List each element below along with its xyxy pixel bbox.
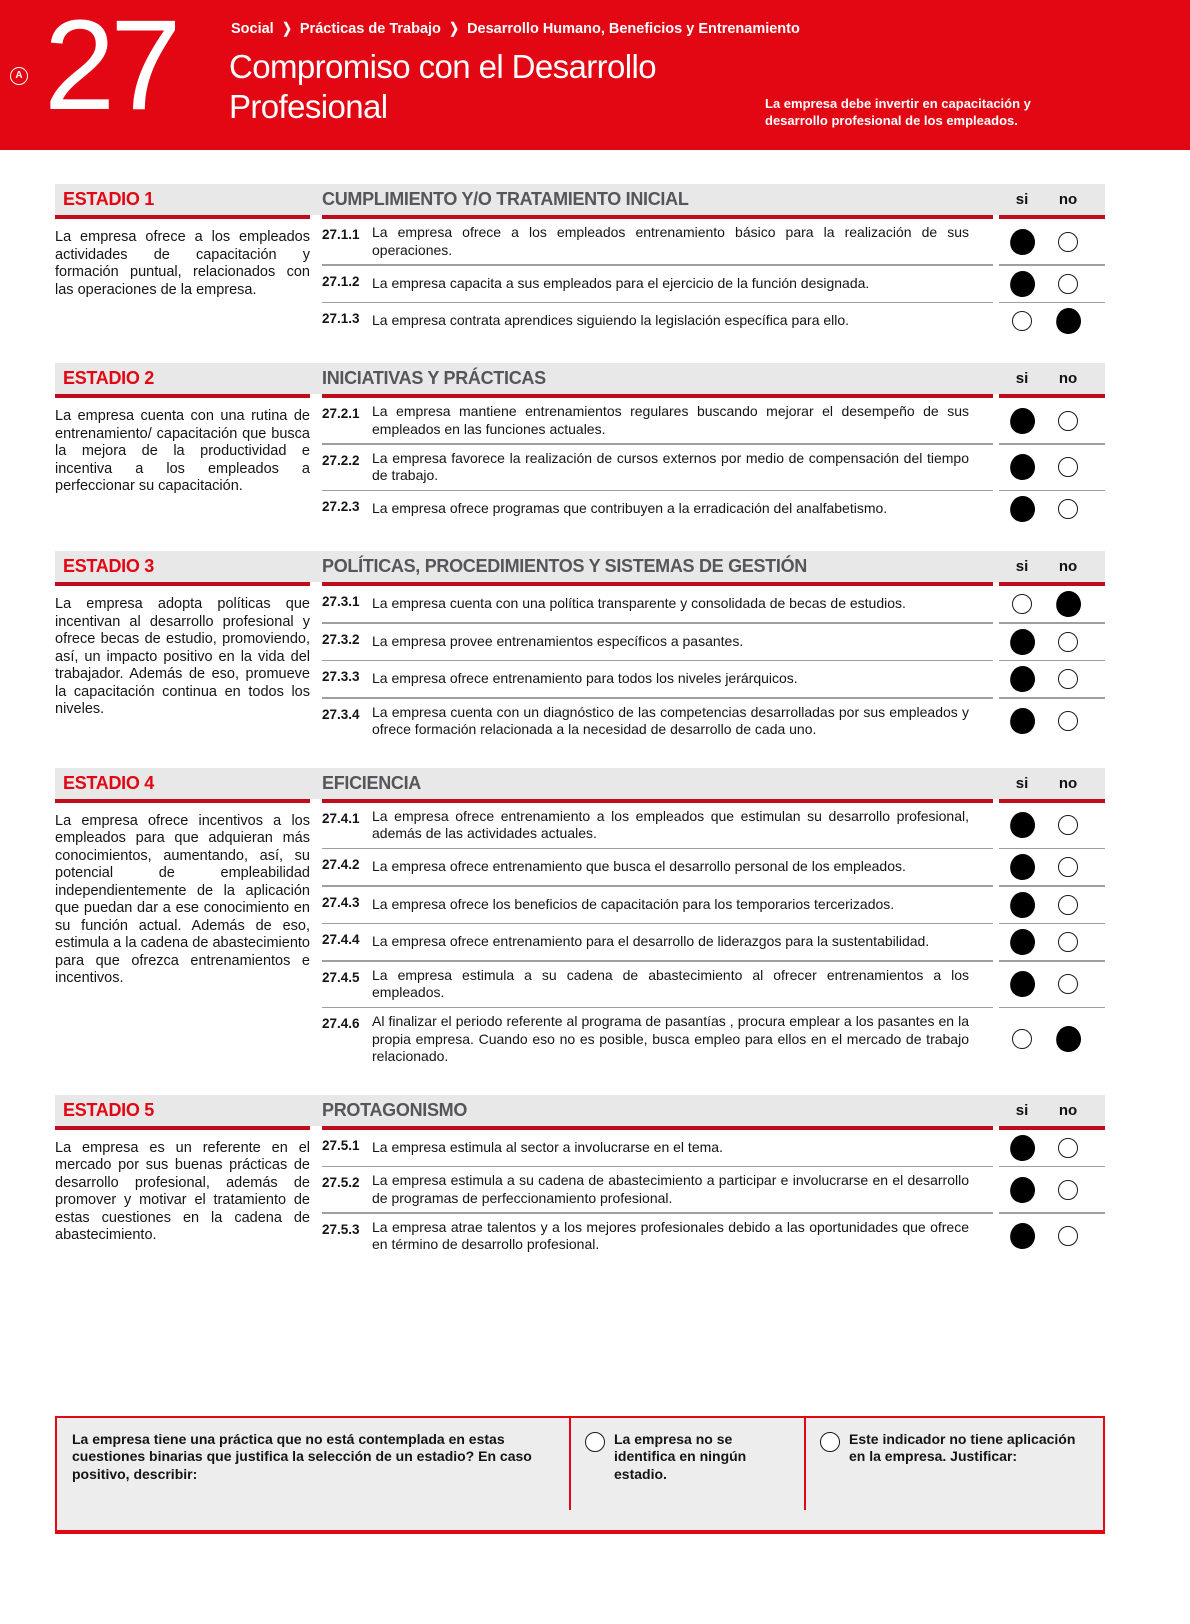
section-header-band bbox=[55, 1095, 1105, 1126]
section-header-band bbox=[55, 184, 1105, 215]
radio-no[interactable] bbox=[1058, 1138, 1078, 1158]
question-row bbox=[322, 1130, 1105, 1166]
question-row bbox=[322, 699, 1105, 744]
question-row bbox=[322, 924, 1105, 960]
question-id: 27.2.1 bbox=[322, 406, 360, 421]
radio-no[interactable] bbox=[1058, 232, 1078, 252]
question-id: 27.3.2 bbox=[322, 631, 360, 647]
breadcrumb-separator-icon: ❯ bbox=[281, 21, 292, 37]
col-si-label: si bbox=[1015, 558, 1029, 575]
breadcrumb-item: Desarrollo Humano, Beneficios y Entrenamiento bbox=[467, 21, 800, 37]
question-rows bbox=[322, 586, 1105, 744]
stage-label: ESTADIO 3 bbox=[63, 556, 154, 576]
radio-no[interactable] bbox=[1058, 932, 1078, 952]
question-row bbox=[322, 586, 1105, 622]
question-id: 27.1.2 bbox=[322, 273, 360, 289]
stage-description: La empresa cuenta con una rutina de entrenamiento/ capacitación que busca la mejora de la productividad e incentiva a los empleados a perfeccionar su capacitación. bbox=[55, 408, 310, 494]
row-separator bbox=[322, 848, 1105, 850]
question-text: La empresa cuenta con un diagnóstico de las competencias desarrolladas por sus empleados y ofrece formación relacionada a la necesidad de desarrollo de cada uno. bbox=[372, 703, 969, 737]
radio-si[interactable] bbox=[1012, 1029, 1032, 1049]
stage-label: ESTADIO 2 bbox=[63, 368, 154, 388]
col-si-label: si bbox=[1015, 370, 1029, 387]
radio-si[interactable] bbox=[1007, 452, 1036, 482]
question-rows bbox=[322, 803, 1105, 1071]
estadio-section bbox=[55, 768, 1105, 1071]
question-text: La empresa estimula al sector a involucrarse en el tema. bbox=[372, 1138, 723, 1155]
question-row bbox=[322, 661, 1105, 697]
radio-si[interactable] bbox=[1007, 969, 1036, 999]
question-text: La empresa ofrece entrenamiento para todos los niveles jerárquicos. bbox=[372, 670, 798, 687]
question-text: La empresa ofrece a los empleados entrenamiento básico para la realización de sus operaciones. bbox=[372, 224, 969, 258]
question-row bbox=[322, 398, 1105, 443]
stage-label: ESTADIO 4 bbox=[63, 772, 154, 793]
question-id: 27.4.4 bbox=[322, 932, 360, 947]
question-text: La empresa contrata aprendices siguiendo la legislación específica para ello. bbox=[372, 312, 850, 329]
question-text: La empresa estimula a su cadena de abastecimiento a participar e involucrarse en el desarrollo de programas de perfeccionamiento profesional. bbox=[372, 1172, 969, 1206]
indicator-note: La empresa debe invertir en capacitación y desarrollo profesional de los empleados. bbox=[765, 96, 1031, 128]
breadcrumb-item: Social bbox=[231, 21, 274, 37]
stage-label: ESTADIO 1 bbox=[63, 189, 154, 209]
category-title: EFICIENCIA bbox=[322, 772, 422, 793]
row-separator bbox=[322, 697, 1105, 699]
category-title: CUMPLIMIENTO Y/O TRATAMIENTO INICIAL bbox=[322, 189, 689, 209]
question-rows bbox=[322, 398, 1105, 527]
footer-option-not-applicable bbox=[805, 1418, 1107, 1530]
question-rows bbox=[322, 219, 1105, 339]
stage-description: La empresa adopta políticas que incentivan al desarrollo profesional y ofrece becas de estudio, promoviendo, así, un impacto positivo en la vida del trabajador. Además de eso, promueve la capacitación continua en todos los niveles. bbox=[55, 596, 310, 717]
stage-label: ESTADIO 5 bbox=[63, 1099, 154, 1120]
option-no-stage-label: La empresa no se identifica en ningún estadio. bbox=[614, 1430, 747, 1482]
question-text: La empresa ofrece entrenamiento que busca el desarrollo personal de los empleados. bbox=[372, 858, 906, 875]
option-not-applicable-label: Este indicador no tiene aplicación en la empresa. Justificar: bbox=[849, 1430, 1076, 1464]
stage-description: La empresa ofrece incentivos a los empleados para que adquieran más conocimientos, aumentando, así, su potencial de empleabilidad independientemente de la aplicación que puedan dar a ese conocimiento en su función actual. Además de eso, estimula a la cadena de abastecimiento para que ofrezca entrenamientos e incentivos. bbox=[55, 812, 310, 986]
radio-si[interactable] bbox=[1007, 927, 1036, 957]
question-id: 27.4.6 bbox=[322, 1016, 360, 1031]
question-row bbox=[322, 219, 1105, 264]
question-id: 27.4.2 bbox=[322, 857, 360, 872]
radio-no[interactable] bbox=[1058, 1180, 1078, 1200]
stage-description: La empresa es un referente en el mercado por sus buenas prácticas de desarrollo profesional, además de promover y motivar el tratamiento de estas cuestiones en la cadena de abastecimiento. bbox=[55, 1139, 310, 1243]
question-id: 27.3.1 bbox=[322, 594, 360, 609]
breadcrumb-separator-icon: ❯ bbox=[449, 21, 459, 37]
radio-si[interactable] bbox=[1007, 664, 1036, 694]
radio-si[interactable] bbox=[1007, 627, 1036, 657]
category-title: POLÍTICAS, PROCEDIMIENTOS Y SISTEMAS DE GESTIÓN bbox=[322, 556, 807, 576]
question-row bbox=[322, 1214, 1105, 1259]
question-row bbox=[322, 624, 1105, 660]
row-separator bbox=[322, 622, 1105, 624]
question-text: La empresa ofrece los beneficios de capacitación para los temporarios tercerizados. bbox=[372, 895, 895, 912]
radio-no-stage[interactable] bbox=[585, 1432, 605, 1452]
question-rows bbox=[322, 1130, 1105, 1259]
radio-si[interactable] bbox=[1012, 311, 1032, 331]
radio-no[interactable] bbox=[1058, 895, 1078, 915]
footer-box bbox=[55, 1416, 1105, 1534]
section-header-band bbox=[55, 551, 1105, 582]
open-question-label: La empresa tiene una práctica que no está contemplada en estas cuestiones binarias que justifica la selección de un estadio? En caso positivo, describir: bbox=[72, 1430, 532, 1482]
col-si-label: si bbox=[1015, 774, 1029, 792]
col-no-label: no bbox=[1058, 370, 1078, 387]
category-title: PROTAGONISMO bbox=[322, 1099, 468, 1120]
question-id: 27.1.1 bbox=[322, 227, 360, 242]
col-no-label: no bbox=[1058, 191, 1078, 208]
question-text: La empresa provee entrenamientos específicos a pasantes. bbox=[372, 632, 744, 649]
breadcrumb bbox=[231, 21, 800, 37]
row-separator bbox=[322, 264, 1105, 266]
col-no-label: no bbox=[1058, 558, 1078, 575]
indicator-header bbox=[0, 0, 1190, 150]
row-separator bbox=[322, 960, 1105, 962]
question-row bbox=[322, 445, 1105, 490]
radio-si[interactable] bbox=[1007, 852, 1036, 882]
col-no-label: no bbox=[1058, 774, 1078, 792]
radio-no[interactable] bbox=[1058, 457, 1078, 477]
radio-no[interactable] bbox=[1053, 589, 1082, 619]
question-id: 27.5.3 bbox=[322, 1221, 360, 1237]
radio-si[interactable] bbox=[1007, 494, 1036, 524]
radio-no[interactable] bbox=[1058, 711, 1078, 731]
radio-si[interactable] bbox=[1007, 406, 1036, 436]
indicator-number: 27 bbox=[44, 0, 177, 137]
question-text: La empresa capacita a sus empleados para el ejercicio de la función designada. bbox=[372, 274, 870, 291]
question-id: 27.3.3 bbox=[322, 669, 360, 684]
question-text: La empresa ofrece entrenamiento para el desarrollo de liderazgos para la sustentabilidad. bbox=[372, 933, 930, 950]
sections-container bbox=[55, 184, 1105, 1259]
radio-si[interactable] bbox=[1012, 594, 1032, 614]
question-id: 27.3.4 bbox=[322, 706, 360, 722]
question-id: 27.1.3 bbox=[322, 311, 360, 326]
question-row bbox=[322, 803, 1105, 848]
radio-si[interactable] bbox=[1007, 227, 1036, 257]
question-text: La empresa favorece la realización de cursos externos por medio de compensación del tiempo de trabajo. bbox=[372, 449, 969, 483]
breadcrumb-item: Prácticas de Trabajo bbox=[299, 21, 441, 37]
section-header-band bbox=[55, 363, 1105, 394]
row-separator bbox=[322, 302, 1105, 304]
row-separator bbox=[322, 923, 1105, 925]
radio-no[interactable] bbox=[1058, 1226, 1078, 1246]
radio-si[interactable] bbox=[1007, 1175, 1036, 1205]
question-text: La empresa ofrece programas que contribuyen a la erradicación del analfabetismo. bbox=[372, 500, 888, 517]
radio-si[interactable] bbox=[1007, 1221, 1036, 1251]
question-id: 27.5.1 bbox=[322, 1137, 360, 1153]
row-separator bbox=[322, 1212, 1105, 1214]
radio-si[interactable] bbox=[1007, 890, 1036, 920]
page-title: Compromiso con el Desarrollo Profesional bbox=[229, 48, 657, 125]
radio-no[interactable] bbox=[1058, 499, 1078, 519]
estadio-section bbox=[55, 184, 1105, 339]
col-no-label: no bbox=[1058, 1101, 1078, 1119]
question-text: La empresa ofrece entrenamiento a los empleados que estimulan su desarrollo profesional, además de las actividades actuales. bbox=[372, 807, 969, 841]
question-text: La empresa atrae talentos y a los mejores profesionales debido a las oportunidades que ofrece en término de desarrollo profesional. bbox=[372, 1218, 969, 1252]
radio-no[interactable] bbox=[1058, 669, 1078, 689]
radio-no[interactable] bbox=[1058, 857, 1078, 877]
row-separator bbox=[322, 1166, 1105, 1168]
col-si-label: si bbox=[1015, 1101, 1029, 1119]
circled-a-icon: A bbox=[10, 67, 28, 85]
radio-no[interactable] bbox=[1058, 974, 1078, 994]
question-id: 27.4.1 bbox=[322, 810, 360, 826]
row-separator bbox=[322, 660, 1105, 662]
radio-no[interactable] bbox=[1058, 274, 1078, 294]
question-row bbox=[322, 266, 1105, 302]
estadio-section bbox=[55, 363, 1105, 527]
estadio-section bbox=[55, 551, 1105, 744]
question-row bbox=[322, 887, 1105, 923]
question-row bbox=[322, 303, 1105, 339]
row-separator bbox=[322, 885, 1105, 887]
question-id: 27.2.2 bbox=[322, 452, 360, 468]
radio-no[interactable] bbox=[1053, 1024, 1082, 1054]
question-text: La empresa estimula a su cadena de abastecimiento al ofrecer entrenamientos a los empleados. bbox=[372, 966, 969, 1000]
question-row bbox=[322, 1167, 1105, 1212]
radio-no[interactable] bbox=[1053, 306, 1082, 336]
radio-no[interactable] bbox=[1058, 815, 1078, 835]
question-id: 27.4.5 bbox=[322, 969, 360, 985]
radio-si[interactable] bbox=[1007, 1133, 1036, 1163]
radio-si[interactable] bbox=[1007, 706, 1036, 736]
question-text: Al finalizar el periodo referente al programa de pasantías , procura emplear a los pasantes en la propia empresa. Cuando eso no es posible, busca empleo para ellos en el mercado de trabajo relacionado. bbox=[372, 1013, 969, 1064]
row-separator bbox=[322, 1007, 1105, 1009]
radio-si[interactable] bbox=[1007, 810, 1036, 840]
row-separator bbox=[322, 490, 1105, 492]
question-row bbox=[322, 849, 1105, 885]
radio-no[interactable] bbox=[1058, 411, 1078, 431]
row-separator bbox=[322, 443, 1105, 445]
question-id: 27.4.3 bbox=[322, 894, 360, 910]
footer-option-no-stage bbox=[570, 1418, 805, 1530]
question-text: La empresa cuenta con una política transparente y consolidada de becas de estudios. bbox=[372, 595, 906, 612]
section-header-band bbox=[55, 768, 1105, 799]
stage-description: La empresa ofrece a los empleados actividades de capacitación y formación puntual, relacionados con las operaciones de la empresa. bbox=[55, 229, 310, 298]
question-row bbox=[322, 491, 1105, 527]
radio-no[interactable] bbox=[1058, 632, 1078, 652]
question-row bbox=[322, 1008, 1105, 1071]
estadio-section bbox=[55, 1095, 1105, 1259]
question-row bbox=[322, 962, 1105, 1007]
radio-not-applicable[interactable] bbox=[820, 1432, 840, 1452]
question-id: 27.5.2 bbox=[322, 1175, 360, 1190]
category-title: INICIATIVAS Y PRÁCTICAS bbox=[322, 368, 546, 388]
question-id: 27.2.3 bbox=[322, 499, 360, 514]
col-si-label: si bbox=[1015, 191, 1029, 208]
question-text: La empresa mantiene entrenamientos regulares buscando mejorar el desempeño de sus empleados en las funciones actuales. bbox=[372, 403, 969, 437]
footer-open-question-cell bbox=[57, 1418, 570, 1530]
radio-si[interactable] bbox=[1007, 269, 1036, 299]
